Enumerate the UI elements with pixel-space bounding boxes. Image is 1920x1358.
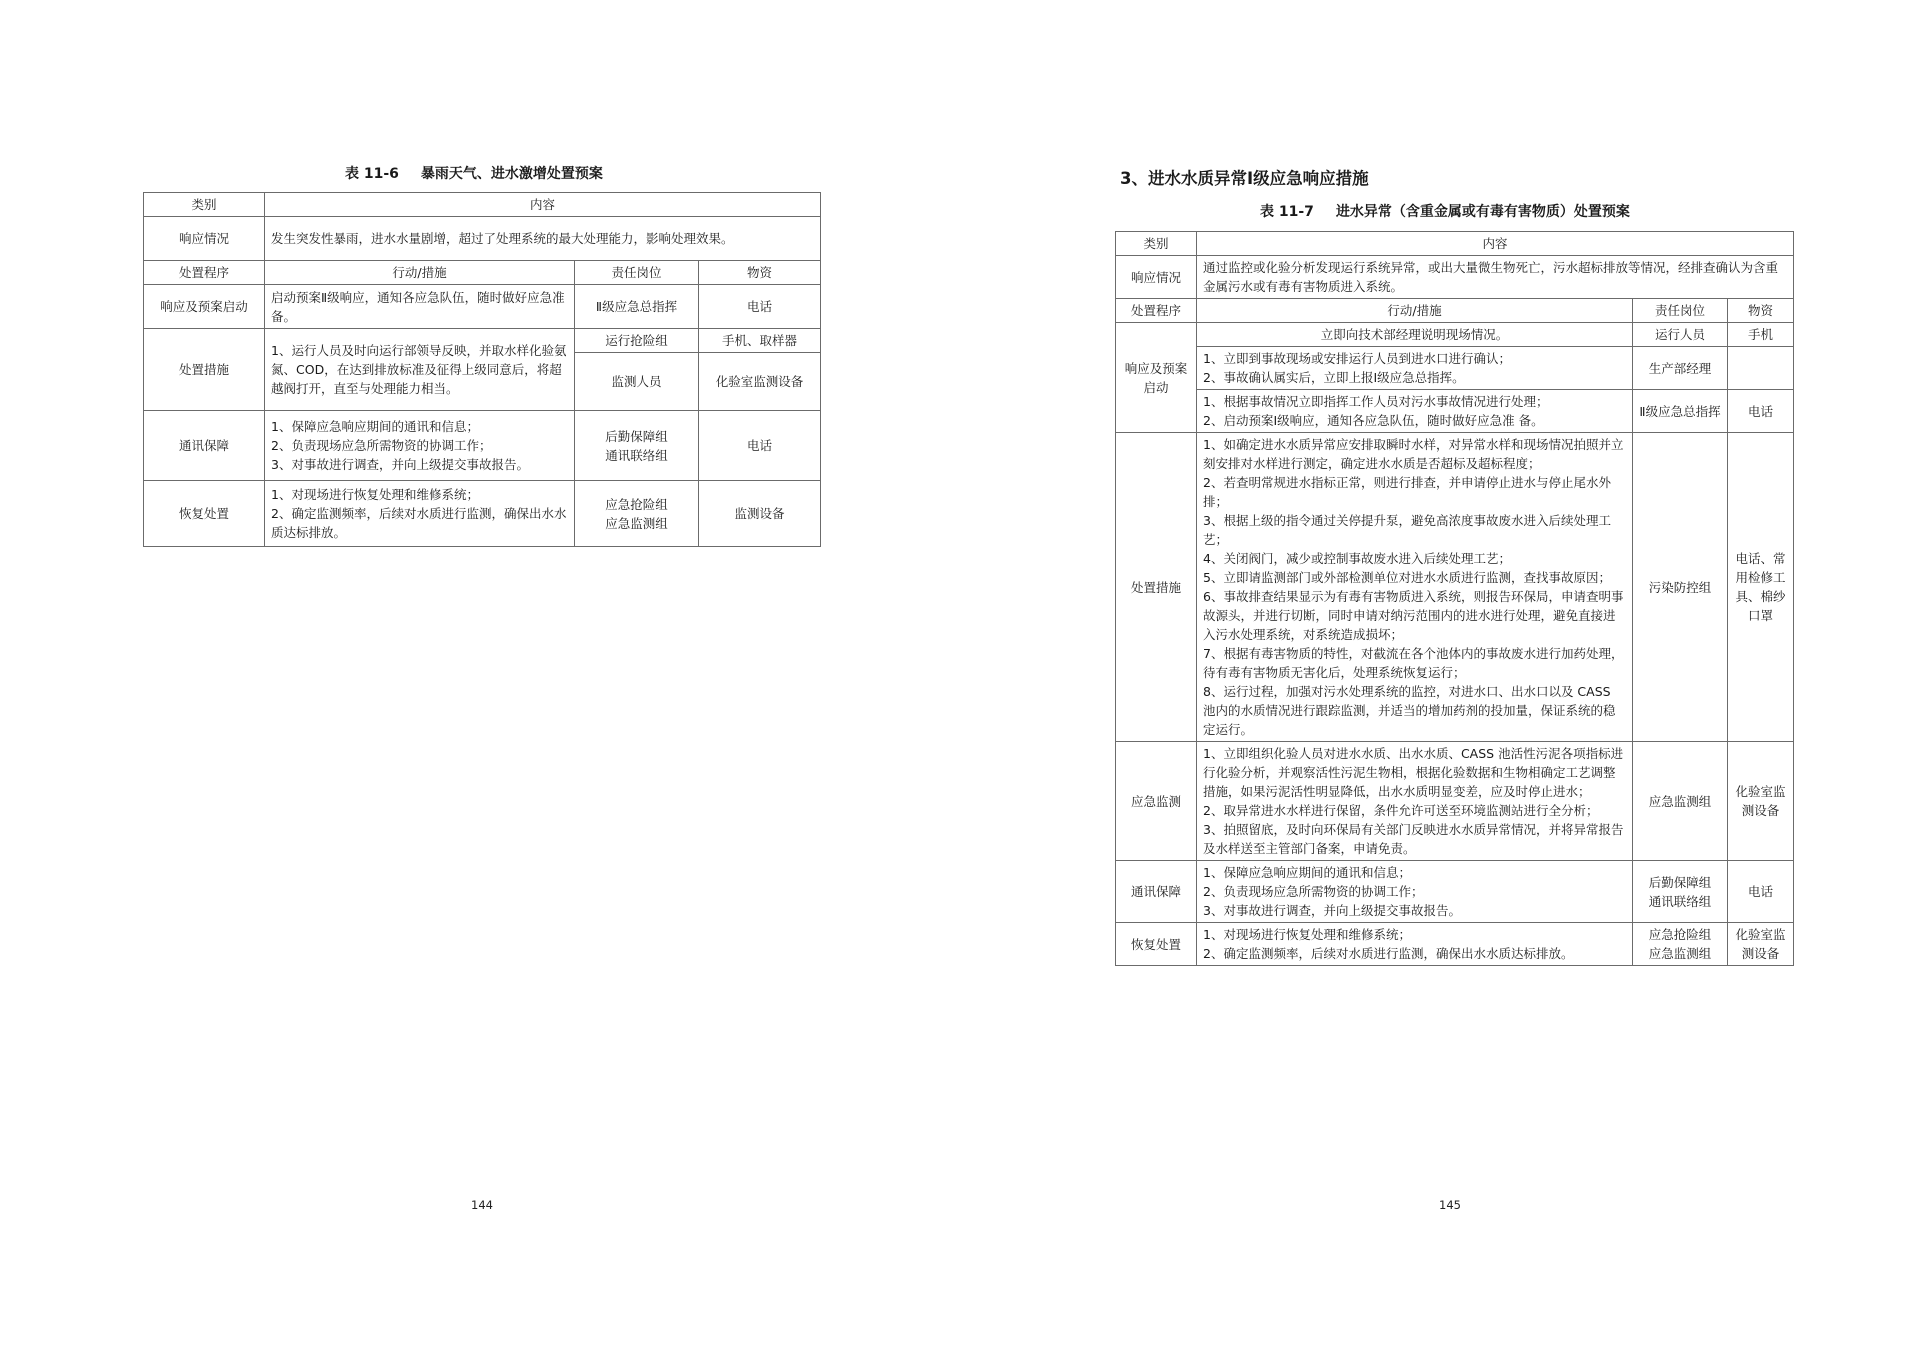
- recovery-label: 恢复处置: [144, 481, 265, 547]
- list-item: 2、若查明常规进水指标正常，则进行排查，并申请停止进水与停止尾水外排；: [1203, 475, 1611, 509]
- comms-row: [144, 411, 821, 481]
- measures-row: [144, 329, 821, 353]
- measures-label: 处置措施: [1116, 433, 1197, 742]
- list-item: 7、根据有毒害物质的特性，对截流在各个池体内的事故废水进行加药处理，待有毒有害物质无害化后，处理系统恢复运行；: [1203, 646, 1624, 680]
- list-item: 8、运行过程，加强对污水处理系统的监控，对进水口、出水口以及 CASS 池内的水质情况进行跟踪监测，并适当的增加药剂的投加量，保证系统的稳定运行。: [1203, 684, 1616, 737]
- post-name: 应急监测组: [1648, 946, 1712, 961]
- list-item: 1、保障应急响应期间的通讯和信息；: [271, 419, 479, 434]
- list-item: 1、根据事故情况立即指挥工作人员对污水事故情况进行处理；: [1203, 394, 1549, 409]
- post-name: 通讯联络组: [1648, 893, 1712, 909]
- monitoring-actions: [1197, 742, 1633, 861]
- list-item: 1、对现场进行恢复处理和维修系统；: [271, 487, 479, 502]
- start-material-3: 电话: [1728, 390, 1794, 433]
- response-label: 响应情况: [1116, 256, 1197, 299]
- header-material: 物资: [1728, 299, 1794, 323]
- list-item: 1、立即组织化验人员对进水水质、出水水质、CASS 池活性污泥各项指标进行化验分析，并观察活性污泥生物相，根据化验数据和生物相确定工艺调整措施，如果污泥活性明显降低，出水水质明显变差，应及时停止进水；: [1203, 746, 1624, 799]
- header-action: 行动/措施: [265, 261, 575, 285]
- recovery-actions: [1197, 923, 1633, 966]
- start-action-2: [1197, 347, 1633, 390]
- monitoring-row: [1116, 742, 1794, 861]
- start-post-2: 生产部经理: [1633, 347, 1728, 390]
- start-material-1: 手机: [1728, 323, 1794, 347]
- post-name: 应急抢险组: [1648, 927, 1712, 942]
- table-header-row: [144, 193, 821, 217]
- list-item: 2、事故确认属实后，立即上报Ⅰ级应急总指挥。: [1203, 370, 1465, 385]
- header-content: 内容: [265, 193, 821, 217]
- recovery-row: [144, 481, 821, 547]
- post-name: 后勤保障组: [1648, 874, 1712, 890]
- start-material: 电话: [699, 285, 821, 329]
- measures-post: 污染防控组: [1633, 433, 1728, 742]
- start-post-1: 运行人员: [1633, 323, 1728, 347]
- list-item: 2、取异常进水水样进行保留，条件允许可送至环境监测站进行全分析；: [1203, 803, 1599, 818]
- post-name: 通讯联络组: [605, 447, 668, 463]
- response-row: [1116, 256, 1794, 299]
- list-item: 3、对事故进行调查，并向上级提交事故报告。: [271, 457, 529, 472]
- caption-title: 进水异常（含重金属或有毒有害物质）处置预案: [1335, 204, 1630, 220]
- list-item: 1、对现场进行恢复处理和维修系统；: [1203, 927, 1411, 942]
- recovery-actions: [265, 481, 575, 547]
- header-procedure: 处置程序: [1116, 299, 1197, 323]
- measures-post-2: 监测人员: [575, 353, 699, 411]
- recovery-posts: [1633, 923, 1728, 966]
- procedure-header-row: [144, 261, 821, 285]
- recovery-row: [1116, 923, 1794, 966]
- table-11-6: [143, 192, 821, 547]
- right-page: [960, 0, 1920, 1358]
- start-action-1: 立即向技术部经理说明现场情况。: [1197, 323, 1633, 347]
- header-material: 物资: [699, 261, 821, 285]
- list-item: 2、负责现场应急所需物资的协调工作；: [1203, 884, 1424, 899]
- monitoring-label: 应急监测: [1116, 742, 1197, 861]
- table-11-7: [1115, 231, 1794, 966]
- header-category: 类别: [144, 193, 265, 217]
- start-row-1: [1116, 323, 1794, 347]
- recovery-material: 化验室监测设备: [1728, 923, 1794, 966]
- procedure-header-row: [1116, 299, 1794, 323]
- table-header-row: [1116, 232, 1794, 256]
- start-post: Ⅱ级应急总指挥: [575, 285, 699, 329]
- list-item: 2、确定监测频率，后续对水质进行监测，确保出水水质达标排放。: [1203, 946, 1574, 961]
- table-11-7-caption: [1260, 201, 1630, 221]
- measures-row: [1116, 433, 1794, 742]
- section-title: 3、进水水质异常Ⅰ级应急响应措施: [1120, 169, 1369, 188]
- measures-material: 电话、常用检修工具、棉纱口罩: [1728, 433, 1794, 742]
- response-label: 响应情况: [144, 217, 265, 261]
- measures-actions: [1197, 433, 1633, 742]
- header-action: 行动/措施: [1197, 299, 1633, 323]
- start-row: [144, 285, 821, 329]
- recovery-label: 恢复处置: [1116, 923, 1197, 966]
- header-category: 类别: [1116, 232, 1197, 256]
- list-item: 2、启动预案Ⅰ级响应，通知各应急队伍，随时做好应急准 备。: [1203, 413, 1544, 428]
- start-post-3: Ⅱ级应急总指挥: [1633, 390, 1728, 433]
- list-item: 3、根据上级的指令通过关停提升泵，避免高浓度事故废水进入后续处理工艺；: [1203, 513, 1611, 547]
- post-name: 应急监测组: [605, 515, 668, 531]
- caption-title: 暴雨天气、进水激增处置预案: [420, 166, 603, 182]
- start-action-3: [1197, 390, 1633, 433]
- list-item: 1、如确定进水水质异常应安排取瞬时水样，对异常水样和现场情况拍照并立刻安排对水样进行测定，确定进水水质是否超标及超标程度；: [1203, 437, 1624, 471]
- monitoring-material: 化验室监测设备: [1728, 742, 1794, 861]
- recovery-posts: [575, 481, 699, 547]
- list-item: 5、立即请监测部门或外部检测单位对进水水质进行监测，查找事故原因；: [1203, 570, 1611, 585]
- comms-posts: [575, 411, 699, 481]
- response-text: 发生突发性暴雨，进水水量剧增，超过了处理系统的最大处理能力，影响处理效果。: [265, 217, 821, 261]
- page-number: 144: [471, 1198, 493, 1212]
- comms-material: 电话: [699, 411, 821, 481]
- caption-number: 表 11-7: [1260, 204, 1314, 220]
- caption-number: 表 11-6: [345, 166, 399, 182]
- comms-row: [1116, 861, 1794, 923]
- response-row: [144, 217, 821, 261]
- list-item: 2、负责现场应急所需物资的协调工作；: [271, 438, 492, 453]
- list-item: 3、拍照留底，及时向环保局有关部门反映进水水质异常情况，并将异常报告及水样送至主管部门备案，申请免责。: [1203, 822, 1624, 856]
- list-item: 1、保障应急响应期间的通讯和信息；: [1203, 865, 1411, 880]
- list-item: 1、立即到事故现场或安排运行人员到进水口进行确认；: [1203, 351, 1511, 366]
- recovery-material: 监测设备: [699, 481, 821, 547]
- monitoring-post: 应急监测组: [1633, 742, 1728, 861]
- table-11-6-caption: [345, 163, 603, 183]
- start-action: 启动预案Ⅱ级响应，通知各应急队伍，随时做好应急准备。: [265, 285, 575, 329]
- comms-material: 电话: [1728, 861, 1794, 923]
- response-text: 通过监控或化验分析发现运行系统异常，或出大量微生物死亡，污水超标排放等情况，经排查确认为含重金属污水或有毒有害物质进入系统。: [1197, 256, 1794, 299]
- post-name: 应急抢险组: [605, 496, 668, 512]
- start-material-2: [1728, 347, 1794, 390]
- page-number: 145: [1439, 1198, 1461, 1212]
- comms-posts: [1633, 861, 1728, 923]
- comms-actions: [1197, 861, 1633, 923]
- comms-label: 通讯保障: [1116, 861, 1197, 923]
- list-item: 2、确定监测频率，后续对水质进行监测，确保出水水质达标排放。: [271, 506, 567, 540]
- list-item: 4、关闭阀门，减少或控制事故废水进入后续处理工艺；: [1203, 551, 1511, 566]
- start-row-2: [1116, 347, 1794, 390]
- header-procedure: 处置程序: [144, 261, 265, 285]
- header-post: 责任岗位: [1633, 299, 1728, 323]
- header-content: 内容: [1197, 232, 1794, 256]
- measures-material-1: 手机、取样器: [699, 329, 821, 353]
- measures-label: 处置措施: [144, 329, 265, 411]
- start-label: 响应及预案启动: [1116, 323, 1197, 433]
- comms-actions: [265, 411, 575, 481]
- measures-action: 1、运行人员及时向运行部领导反映，并取水样化验氨氮、COD，在达到排放标准及征得上级同意后，将超越阀打开，直至与处理能力相当。: [265, 329, 575, 411]
- start-label: 响应及预案启动: [144, 285, 265, 329]
- list-item: 6、事故排查结果显示为有毒有害物质进入系统，则报告环保局，申请查明事故源头，并进行切断，同时申请对纳污范围内的进水进行处理，避免直接进入污水处理系统，对系统造成损坏；: [1203, 589, 1624, 642]
- list-item: 3、对事故进行调查，并向上级提交事故报告。: [1203, 903, 1461, 918]
- comms-label: 通讯保障: [144, 411, 265, 481]
- measures-material-2: 化验室监测设备: [699, 353, 821, 411]
- start-row-3: [1116, 390, 1794, 433]
- post-name: 后勤保障组: [605, 428, 668, 444]
- measures-post-1: 运行抢险组: [575, 329, 699, 353]
- header-post: 责任岗位: [575, 261, 699, 285]
